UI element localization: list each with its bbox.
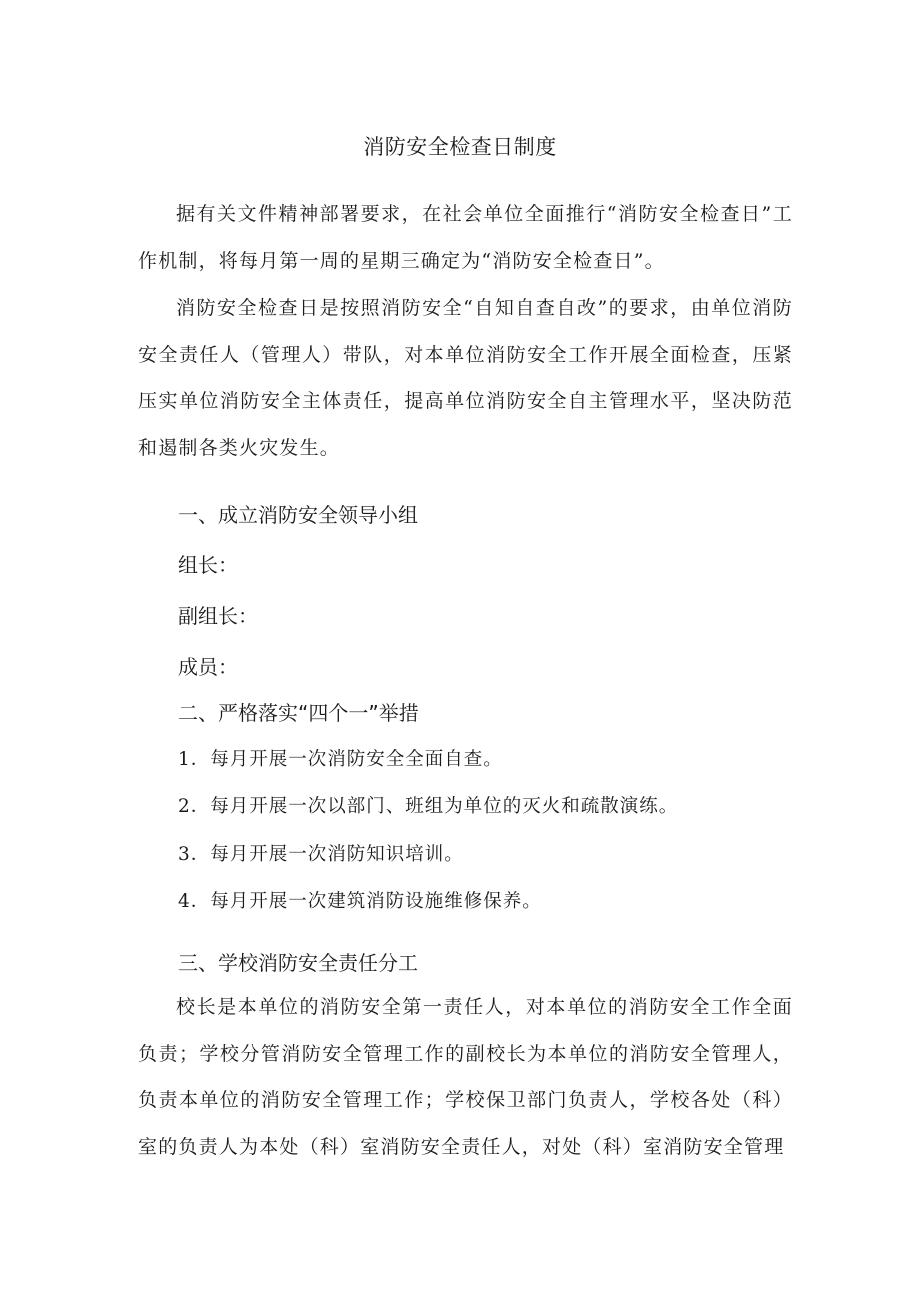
- measure-item-3: 3．每月开展一次消防知识培训。: [178, 844, 464, 865]
- measure-item-1: 1．每月开展一次消防安全全面自查。: [178, 749, 503, 770]
- section-3-heading: 三、学校消防安全责任分工: [178, 951, 418, 975]
- members-label: 成员：: [178, 655, 238, 679]
- measure-item-2: 2．每月开展一次以部门、班组为单位的灭火和疏散演练。: [178, 796, 679, 817]
- deputy-leader-label: 副组长：: [178, 604, 258, 628]
- section-2-heading: 二、严格落实“四个一”举措: [178, 701, 419, 725]
- responsibility-paragraph: 校长是本单位的消防安全第一责任人，对本单位的消防安全工作全面负责；学校分管消防安全管理工作的副校长为本单位的消防安全管理人，负责本单位的消防安全管理工作；学校保卫部门负责人，学校各处（科）室的负责人为本处（科）室消防安全责任人，对处（科）室消防安全管理: [138, 996, 793, 1158]
- document-title: 消防安全检查日制度: [363, 135, 557, 159]
- section-1-heading: 一、成立消防安全领导小组: [178, 503, 418, 527]
- intro-paragraph-2: 消防安全检查日是按照消防安全“自知自查自改”的要求，由单位消防安全责任人（管理人）带队，对本单位消防安全工作开展全面检查，压紧压实单位消防安全主体责任，提高单位消防安全自主管理水平，坚决防范和遏制各类火灾发生。: [138, 297, 793, 459]
- leader-label: 组长：: [178, 553, 238, 577]
- intro-paragraph-1: 据有关文件精神部署要求，在社会单位全面推行“消防安全检查日”工作机制，将每月第一周的星期三确定为“消防安全检查日”。: [138, 203, 793, 272]
- measure-item-4: 4．每月开展一次建筑消防设施维修保养。: [178, 891, 542, 912]
